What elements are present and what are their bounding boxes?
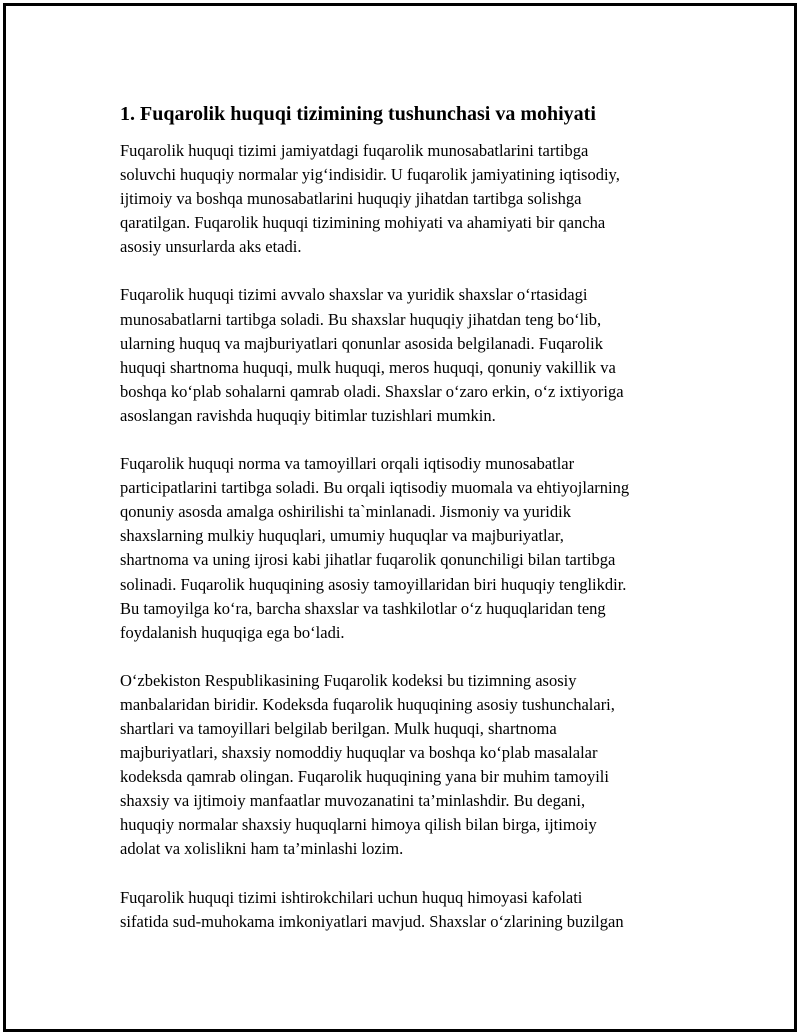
paragraph-2: Fuqarolik huquqi tizimi avvalo shaxslar va yuridik shaxslar o‘rtasidagi munosabatlarni tartibga soladi. Bu shaxslar huquqiy jihatdan teng bo‘lib, ularning huquq va majburiyatlari qonunlar asosida belgilanadi. Fuqarolik huquqi shartnoma huquqi, mulk huquqi, meros huquqi, qonuniy vakillik va boshqa ko‘plab sohalarni qamrab oladi. Shaxslar o‘zaro erkin, o‘z ixtiyoriga asoslangan ravishda huquqiy bitimlar tuzishlari mumkin. (120, 285, 624, 425)
paragraph-3: Fuqarolik huquqi norma va tamoyillari orqali iqtisodiy munosabatlar participatlarini tartibga soladi. Bu orqali iqtisodiy muomala va ehtiyojlarning qonuniy asosda amalga oshirilishi ta`minlanadi. Jismoniy va yuridik shaxslarning mulkiy huquqlari, umumiy huquqlar va majburiyatlar, shartnoma va uning ijrosi kabi jihatlar fuqarolik qonunchiligi bilan tartibga solinadi. Fuqarolik huquqining asosiy tamoyillaridan biri huquqiy tenglikdir. Bu tamoyilga ko‘ra, barcha shaxslar va tashkilotlar o‘z huquqlaridan teng foydalanish huquqiga ega bo‘ladi. (120, 454, 630, 642)
document-body (120, 98, 700, 958)
paragraph-1: Fuqarolik huquqi tizimi jamiyatdagi fuqarolik munosabatlarini tartibga soluvchi huquqiy normalar yig‘indisidir. U fuqarolik jamiyatining iqtisodiy, ijtimoiy va boshqa munosabatlarini huquqiy jihatdan tartibga solishga qaratilgan. Fuqarolik huquqi tizimining mohiyati va ahamiyati bir qancha asosiy unsurlarda aks etadi. (120, 141, 620, 257)
paragraph-4: O‘zbekiston Respublikasining Fuqarolik kodeksi bu tizimning asosiy manbalaridan biridir. Kodeksda fuqarolik huquqining asosiy tushunchalari, shartlari va tamoyillari belgilab berilgan. Mulk huquqi, shartnoma majburiyatlari, shaxsiy nomoddiy huquqlar va boshqa ko‘plab masalalar kodeksda qamrab olingan. Fuqarolik huquqining yana bir muhim tamoyili shaxsiy va ijtimoiy manfaatlar muvozanatini ta’minlashdir. Bu degani, huquqiy normalar shaxsiy huquqlarni himoya qilish bilan birga, ijtimoiy adolat va xolislikni ham ta’minlashi lozim. (120, 670, 615, 859)
paragraph-5: Fuqarolik huquqi tizimi ishtirokchilari uchun huquq himoyasi kafolati sifatida sud-muhokama imkoniyatlari mavjud. Shaxslar o‘zlarining buzilgan (120, 887, 624, 931)
page-frame (3, 3, 797, 1032)
document-title: 1. Fuqarolik huquqi tizimining tushunchasi va mohiyati (120, 103, 596, 125)
